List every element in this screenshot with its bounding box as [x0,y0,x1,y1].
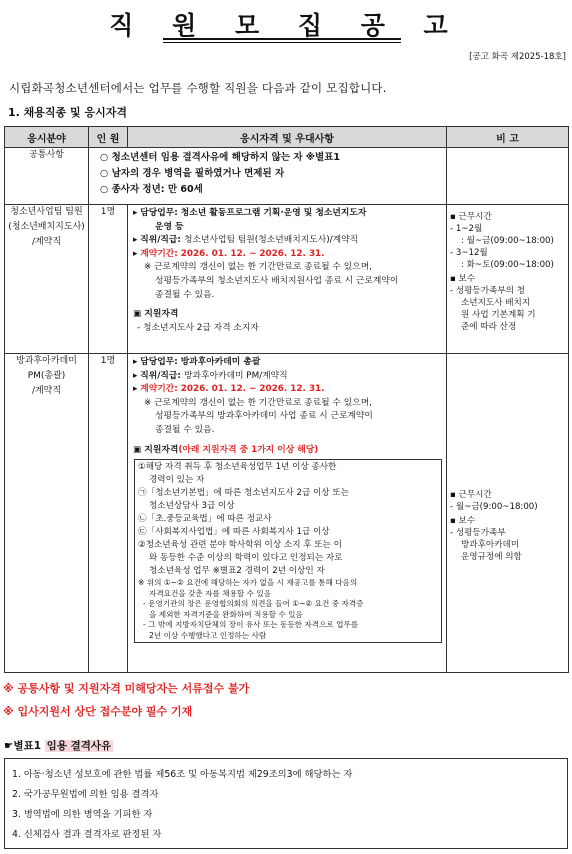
row2-field-line: 방과후아카데미 [16,356,77,366]
intro-text: 시립화곡청소년센터에서는 업무를 수행할 직원을 다음과 같이 모집합니다. [9,81,387,95]
qualification-title-note: (아래 지원자격 중 1가지 이상 해당) [178,444,319,455]
remark-line: 준에 따라 산정 [461,322,517,332]
qualification-item: ②청소년육성 관련 분야 학사학위 이상 소지 후 또는 이 [138,540,342,551]
common-items [89,148,447,205]
remark-line: : 월~금(09:00~18:00) [461,236,554,246]
qualification-item: 와 동등한 수준 이상의 학력이 있다고 인정되는 자로 [149,553,343,564]
header-count: 인 원 [89,127,128,148]
qualification-item: ㉢「사회복지사업법」에 따른 사회복지사 1급 이상 [138,527,330,538]
qualification-box [134,459,442,643]
table-row-after-school [5,354,569,673]
position-text: 청소년사업팀 팀원(청소년배치지도사)/계약직 [184,235,359,246]
position-label: 직위/직급: [140,370,185,381]
row1-field [5,205,89,354]
remark-pay-title: ▪ 보수 [450,274,476,284]
contract-note: 성평등가족부의 청소년지도사 배치지원사업 종료 시 근로계약이 [155,275,399,286]
bullet-icon: ▸ [133,235,141,246]
contract-note: 종결될 수 있음. [155,424,215,435]
common-item: ○ 남자의 경우 병역을 필하였거나 면제된 자 [100,168,285,179]
position-text: 방과후아카데미 PM/계약직 [184,370,288,381]
bullet-icon: ▸ [133,384,141,395]
common-field-label: 공통사항 [29,150,64,160]
header-remark: 비 고 [447,127,569,148]
annex-box [4,758,568,849]
remark-line: 방과후아카데미 [461,540,520,550]
table-row-youth-team [5,205,569,354]
warning-field-required: ※ 입사지원서 상단 접수분야 필수 기재 [3,705,193,718]
row2-qualification [128,354,447,673]
notice-number: [공고 화곡 제2025-18호] [469,52,566,62]
qualification-footnote: ※ 위의 ①~② 요건에 해당하는 자가 없을 시 재공고를 통해 다음의 [138,578,358,588]
position-label: 직위/직급: [140,235,185,246]
remark-line: 운영규정에 의함 [461,552,522,562]
annex-label: 별표1 [13,740,45,752]
row2-field [5,354,89,673]
common-remark [447,148,569,205]
contract-period: 계약기간: 2026. 01. 12. ~ 2026. 12. 31. [140,384,325,395]
remark-line: - 월~금(9:00~18:00) [450,502,538,512]
remark-line: - 3~12월 [450,248,488,258]
list-item: 1. 아동·청소년 성보호에 관한 법률 제56조 및 아동복지법 제29조의3에 해당하는 자 [12,769,353,780]
qualification-item: ㉠「청소년기본법」에 따른 청소년지도사 2급 이상 또는 [138,488,349,499]
remark-line: - 성평등가족부 [450,528,506,538]
contract-period: 계약기간: 2026. 01. 12. ~ 2026. 12. 31. [140,248,325,259]
bullet-icon: ▸ [133,357,141,367]
bullet-icon: ▸ [133,370,141,381]
qualification-item: 청소년상담사 3급 이상 [149,501,235,512]
row1-field-line: (청소년배치지도사) [8,222,85,232]
qualification-title: ▣ 지원자격 [133,309,179,320]
qualification-item: 청소년육성 업무 ※별표2 경력이 2년 이상인 자 [149,566,325,577]
remark-line: : 화~토(09:00~18:00) [461,260,554,270]
row1-count: 1명 [89,205,128,354]
row2-count: 1명 [89,354,128,673]
qualification-footnote: 을 제외한 자격기준을 완화하여 적용할 수 있음 [149,609,303,619]
remark-hours-title: ▪ 근무시간 [450,212,492,222]
remark-line: - 성평등가족부의 청 [450,286,525,296]
remark-line: 소년지도사 배치지 [461,298,531,308]
qualification-footnote: - 그 밖에 지방자치단체의 장이 유사 또는 동등한 자격으로 업무를 [143,620,359,630]
remark-line: - 1~2월 [450,224,483,234]
remark-line: 원 사업 기본계획 기 [461,310,536,320]
contract-note: ※ 근로계약의 갱신이 없는 한 기간만료로 종료될 수 있으며, [144,262,372,273]
table-row-common [5,148,569,205]
remark-hours-title: ▪ 근무시간 [450,490,492,500]
qualification-title: ▣ 지원자격 [133,444,179,455]
contract-note: 종결될 수 있음. [155,289,215,300]
warning-ineligible: ※ 공통사항 및 지원자격 미해당자는 서류접수 불가 [3,682,250,695]
common-item: ○ 청소년센터 임용 결격사유에 해당하지 않는 자 ※별표1 [100,152,341,163]
qualification-item: ①해당 자격 취득 후 청소년육성업무 1년 이상 종사한 [138,462,337,473]
row2-field-line: PM(총괄) [27,371,66,381]
row1-qualification [128,205,447,354]
row2-remark [447,354,569,673]
remark-pay-title: ▪ 보수 [450,516,476,526]
duty-text-cont: 운영 등 [155,221,184,232]
annex-heading [4,738,113,753]
duty-text: 청소년 활동프로그램 기획·운영 및 청소년지도자 [180,208,367,218]
common-field [5,148,89,205]
annex-title: 임용 결격사유 [46,740,112,752]
qualification-footnote: 자격요건을 갖춘 자를 채용할 수 있음 [149,588,272,598]
row1-field-line: /계약직 [31,237,62,247]
header-field: 응시분야 [5,127,89,148]
row1-remark [447,205,569,354]
bullet-icon: ▸ [133,208,141,218]
list-item: 3. 병역법에 의한 병역을 기피한 자 [12,809,153,820]
section-heading: 1. 채용직종 및 응시자격 [8,106,127,119]
qualification-item: 경력이 있는 자 [149,475,205,486]
contract-note: ※ 근로계약의 갱신이 없는 한 기간만료로 종료될 수 있으며, [144,397,372,408]
qualification-footnote: - 운영기관의 장은 운영협의회의 의견을 들어 ①~② 요건 중 자격증 [143,599,364,609]
qualification-footnote: 2년 이상 수행했다고 인정하는 사람 [149,630,267,640]
row1-field-line: 청소년사업팀 팀원 [10,207,83,217]
list-item: 2. 국가공무원법에 의한 임용 결격자 [12,789,159,800]
duty-text: 담당업무: 방과후아카데미 총괄 [140,357,261,367]
bullet-icon: ▸ [133,248,141,259]
table-header-row [5,127,569,148]
list-item: 4. 신체검사 결과 결격자로 판정된 자 [12,829,162,840]
duty-label: 담당업무: [140,208,181,218]
title-underline [163,38,401,40]
contract-note: 성평등가족부의 방과후아카데미 사업 종료 시 근로계약이 [155,411,373,422]
qualification-item: - 청소년지도사 2급 자격 소지자 [137,322,259,333]
page-title: 직 원 모 집 공 고 [109,11,463,40]
recruitment-table [4,126,569,673]
common-item: ○ 종사자 정년: 만 60세 [100,184,203,195]
row2-field-line: /계약직 [31,386,62,396]
header-qualification: 응시자격 및 우대사항 [128,127,447,148]
qualification-item: ㉡「초.중등교육법」에 따른 정교사 [138,514,272,525]
pointing-hand-icon: ☛ [4,740,14,752]
title-underline-thin [163,42,401,43]
